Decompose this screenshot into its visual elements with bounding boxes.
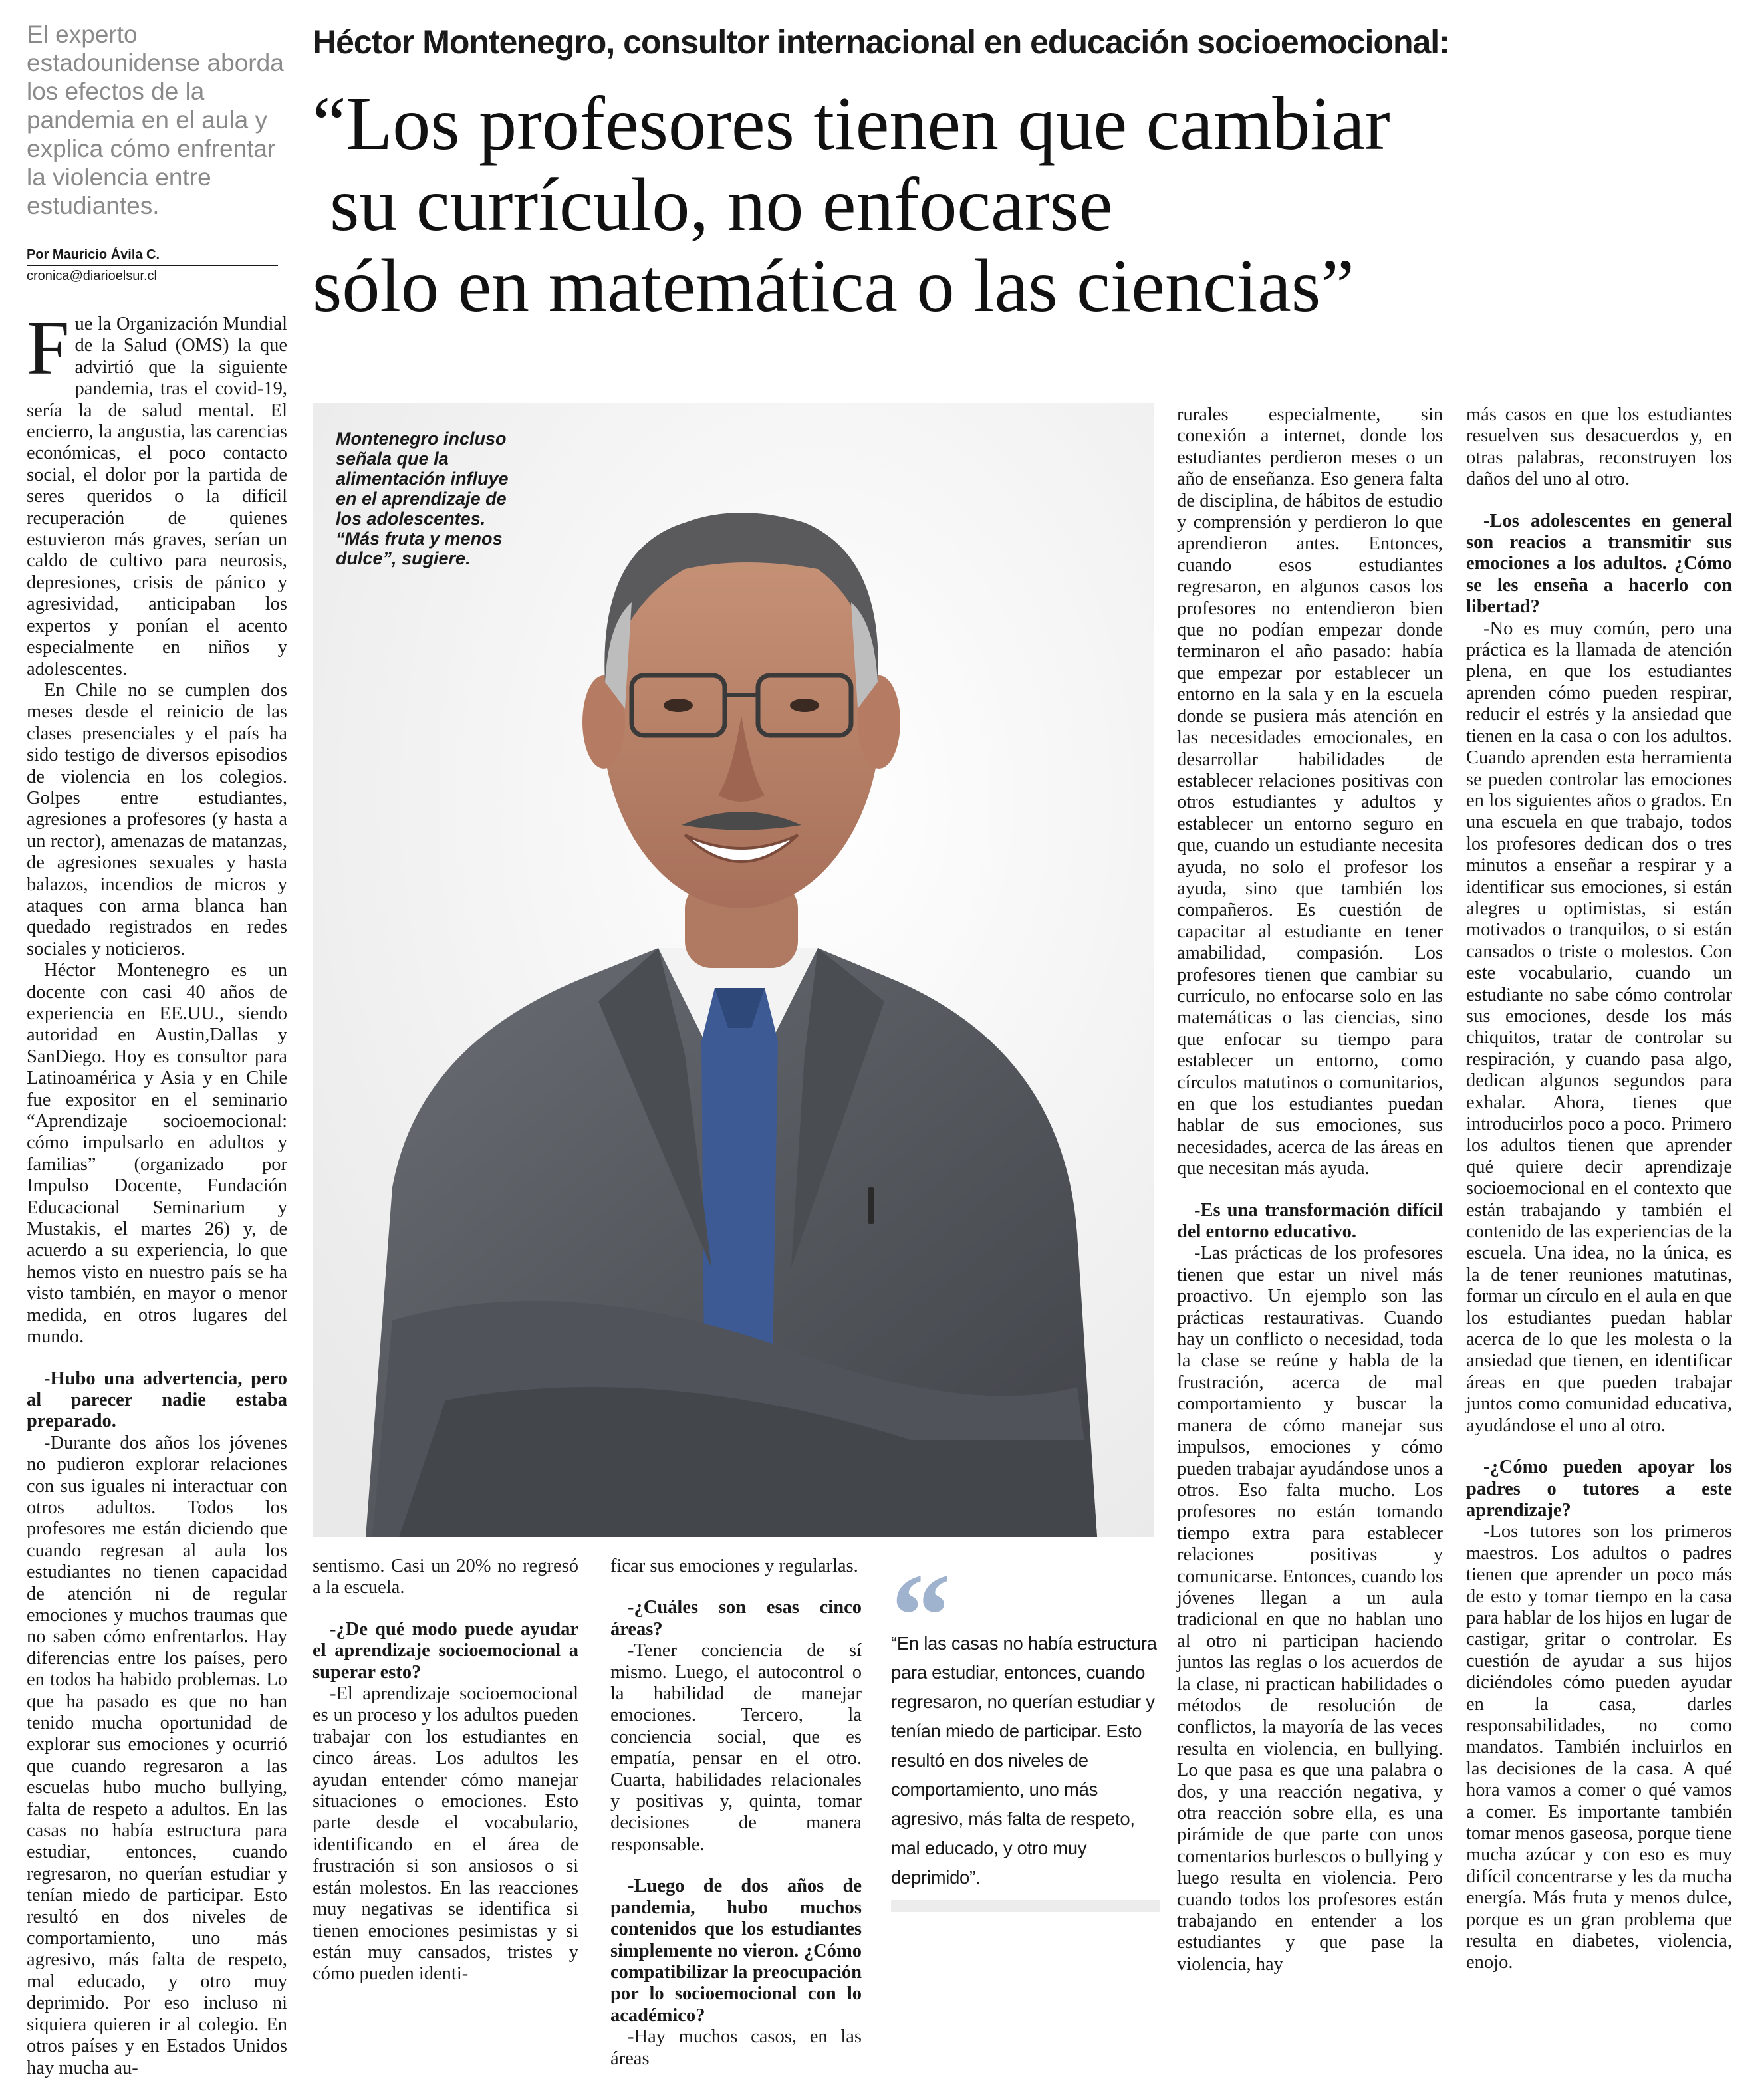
paragraph: Héctor Montenegro es un docente con casi 40 años de experiencia en EE.UU., siendo autoridad en Austin,Dallas y SanDiego. Hoy es consultor para Latinoamérica y Asia y en Chile fue expositor en el seminario “Aprendizaje socioemocional: cómo impulsarlo en adultos y familias” (organizado por Impulso Docente, Fundación Educacional Seminarium y Mustakis, el martes 26) y, de acuerdo a su experiencia, lo que hemos visto en nuestro país se ha visto también, en mayor o menor medida, en otros lugares del mundo.	[27, 960, 287, 1348]
paragraph: más casos en que los estudiantes resuelven sus desacuerdos y, en otras palabras, reconstruyen los daños del uno al otro.	[1466, 404, 1732, 490]
paragraph-text: ue la Organización Mundial de la Salud (OMS) la que advirtió que la siguiente pandemia, tras el covid-19, sería la de salud mental. El encierro, la angustia, las carencias económicas, el poco contacto social, el dolor por la partida de seres queridos o la difícil recuperación de quienes estuvieron más graves, serían un caldo de cultivo para neurosis, depresiones, crisis de pánico y agresividad, anticipaban los expertos y ponían el acento especialmente en niños y adolescentes.	[27, 314, 287, 679]
column-2	[313, 1556, 578, 1985]
paragraph: -Hay muchos casos, en las áreas	[610, 2026, 862, 2069]
intro-deck: El experto estadounidense aborda los efectos de la pandemia en el aula y explica cómo enfrentar la violencia entre estudiantes.	[27, 21, 284, 219]
paragraph: -Los tutores son los primeros maestros. Los adultos o padres tienen que aprender un poco más de esto y tomar tiempo en la casa para hablar de los hijos en lugar de castigar, gritar o controlar. Es cuestión de ayudar a sus hijos diciéndoles cómo pueden ayudar en la casa, darles responsabilidades, no como mandatos. También incluirlos en las decisiones de la casa. A qué hora vamos a comer o qué vamos a comer. Es importante también tomar menos gaseosa, porque tiene mucha azúcar y con eso es muy difícil concentrarse y les da mucha energía. Más fruta y menos dulce, porque es un gran problema que resulta en diabetes, violencia, enojo.	[1466, 1521, 1732, 1973]
interview-question: -Es una transformación difícil del entorno educativo.	[1177, 1199, 1443, 1243]
paragraph: -No es muy común, pero una práctica es la llamada de atención plena, en que los estudiantes aprenden cómo pueden respirar, reducir el estrés y la ansiedad que tienen en la casa o con los adultos. Cuando aprenden esta herramienta se pueden controlar las emociones en los siguientes años o grados. En una escuela en que trabajo, todos los profesores dedican dos o tres minutos a enseñar a respirar y a identificar sus emociones, si están alegres u optimistas, si están motivados o tranquilos, o si están cansados o triste o molestos. Con este vocabulario, cuando un estudiante no sabe cómo controlar sus emociones, desde los más chiquitos, tratar de controlar su respiración, y cuando pasa algo, dedican algunos segundos para exhalar. Ahora, tienes que introducirlos poco a poco. Primero los adultos tienen que aprender qué quiere decir aprendizaje socioemocional en el contexto que están trabajando y también el contenido de las experiencias de la escuela. Una idea, no la única, es la de tener reuniones matutinas, formar un círculo en el aula en que los estudiantes puedan hablar acerca de lo que les molesta o la ansiedad que tienen, en identificar áreas en que pueden trabajar juntos como comunidad educativa, ayudándose el uno al otro.	[1466, 618, 1732, 1436]
interview-question: -Luego de dos años de pandemia, hubo muchos contenidos que los estudiantes simplemente no vieron. ¿Cómo compatibilizar la preocupación por lo socioemocional con lo académico?	[610, 1876, 862, 2026]
drop-cap: F	[27, 306, 70, 391]
byline: Por Mauricio Ávila C.	[27, 247, 278, 266]
paragraph	[27, 306, 287, 680]
headline	[313, 83, 1749, 326]
headline-line-3: sólo en matemática o las ciencias”	[313, 243, 1354, 328]
column-3	[610, 1556, 862, 2070]
pull-quote-text: “En las casas no había estructura para estudiar, entonces, cuando regresaron, no querían estudiar y tenían miedo de participar. Esto resultó en dos niveles de comportamiento, uno más agresivo, más falta de respeto, mal educado, y otro muy deprimido”.	[891, 1633, 1157, 1888]
paragraph: ficar sus emociones y regularlas.	[610, 1556, 858, 1576]
interview-question: -Los adolescentes en general son reacios a transmitir sus emociones a los adultos. ¿Cómo se les enseña a hacerlo con libertad?	[1466, 510, 1732, 618]
pull-quote-rule	[891, 1900, 1160, 1912]
photo-caption: Montenegro incluso señala que la alimentación influye en el aprendizaje de los adolescentes. “Más fruta y menos dulce”, sugiere.	[336, 429, 509, 568]
paragraph: En Chile no se cumplen dos meses desde el reinicio de las clases presenciales y el país ha sido testigo de diversos episodios de violencia en los colegios. Golpes entre estudiantes, agresiones a profesores (y hasta a un rector), amenazas de matanzas, de agresiones sexuales y hasta balazos, incendios de micros y ataques con arma blanca han quedado registrados en redes sociales y noticieros.	[27, 679, 287, 959]
portrait-photo	[313, 403, 1154, 1537]
interview-question: -Hubo una advertencia, pero al parecer nadie estaba preparado.	[27, 1368, 287, 1432]
paragraph: -El aprendizaje socioemocional es un proceso y los adultos pueden trabajar con los estudiantes en cinco áreas. Los adultos les ayudan entender cómo manejar situaciones o emociones. Esto parte desde el vocabulario, identificando en el área de frustración si son ansiosos o si están molestos. En las reacciones muy negativas se identifica si tienen emociones pesimistas y si están muy cansados, tristes y cómo pueden identi-	[313, 1683, 578, 1985]
kicker: Héctor Montenegro, consultor internacional en educación socioemocional:	[313, 23, 1449, 61]
column-5	[1466, 404, 1732, 1974]
interview-question: -¿De qué modo puede ayudar el aprendizaje socioemocional a superar esto?	[313, 1618, 578, 1683]
headline-line-2: su currículo, no enfocarse	[330, 162, 1113, 247]
paragraph: -Tener conciencia de sí mismo. Luego, el autocontrol o la habilidad de manejar emociones. Tercero, la conciencia social, que es empatía, pensar en el otro. Cuarta, habilidades relacionales y positivas y, quinta, tomar decisiones de manera responsable.	[610, 1640, 862, 1855]
interview-question: -¿Cómo pueden apoyar los padres o tutores a este aprendizaje?	[1466, 1457, 1732, 1521]
headline-line-1: “Los profesores tienen que cambiar	[313, 81, 1390, 166]
interview-question: -¿Cuáles son esas cinco áreas?	[610, 1597, 862, 1640]
author-email: cronica@diarioelsur.cl	[27, 269, 157, 283]
paragraph: rurales especialmente, sin conexión a internet, donde los estudiantes perdieron meses o un año de enseñanza. Eso genera falta de disciplina, de hábitos de estudio y comprensión y perdieron lo que aprendieron antes. Entonces, cuando esos estudiantes regresaron, en algunos casos los profesores no entendieron bien que no podían empezar donde terminaron el año pasado: había que empezar por establecer un entorno en la sala y en la escuela donde se pusiera más atención en las necesidades emocionales, en desarrollar habilidades de establecer relaciones positivas con otros estudiantes y adultos y establecer un entorno seguro en que, cuando un estudiante necesita ayuda, no solo el profesor los ayuda, sino que también los compañeros. Es cuestión de capacitar al estudiante en tener amabilidad, compasión. Los profesores tienen que cambiar su currículo, no enfocarse solo en las matemáticas o las ciencias, sino que enfocar su tiempo para establecer un entorno, como círculos matutinos o comunitarios, en que los estudiantes puedan hablar de sus emociones, sus necesidades, acerca de las áreas en que necesitan más ayuda.	[1177, 404, 1443, 1179]
portrait-illustration	[313, 403, 1154, 1537]
paragraph: -Las prácticas de los profesores tienen que estar un nivel más proactivo. Un ejemplo son las prácticas restaurativas. Cuando hay un conflicto o necesidad, toda la clase se reúne y habla de la frustración, acerca de mal comportamiento y buscar la manera de cómo manejar sus impulsos, emociones y cómo pueden trabajar ayudándose unos a otros. Eso falta mucho. Los profesores no están tomando tiempo extra para establecer relaciones positivas y comunicarse. Entonces, cuando los jóvenes llegan a un aula tradicional en que no hablan uno al otro ni participan haciendo juntos las reglas o los acuerdos de la clase, ni practican habilidades o métodos de resolución de conflictos, la mayoría de las veces resulta en violencia, en bullying. Lo que pasa es que una palabra o dos, y una reacción negativa, y otra reacción sobre ella, es una pirámide de que parte con unos comentarios burlescos o bullying y luego resulta en violencia. Pero cuando todos los profesores están trabajando en entender a los estudiantes y que pase la violencia, hay	[1177, 1243, 1443, 1975]
column-1	[27, 306, 287, 2079]
paragraph: sentismo. Casi un 20% no regresó a la escuela.	[313, 1556, 578, 1598]
pull-quote	[891, 1549, 1160, 1912]
paragraph: -Durante dos años los jóvenes no pudieron explorar relaciones con sus iguales ni interactuar con otros adultos. Todos los profesores me están diciendo que cuando regresan al aula los estudiantes no tienen capacidad de atención ni de regular emociones y muchos traumas que no saben cómo enfrentarlos. Hay diferencias entre los países, pero en todos ha habido problemas. Lo que ha pasado es que no han tenido mucha oportunidad de explorar sus emociones y ocurrió que cuando regresaron a las escuelas hubo mucho bullying, falta de respeto a adultos. En las casas no había estructura para estudiar, entonces, cuando regresaron, no querían estudiar y tenían miedo de participar. Esto resultó en dos niveles de comportamiento, uno más agresivo, más falta de respeto, mal educado, y otro muy deprimido. Por eso incluso ni siquiera quieren ir al colegio. En otros países y en Estados Unidos hay mucha au-	[27, 1432, 287, 2078]
column-4	[1177, 404, 1443, 1975]
quote-mark-icon: “	[891, 1549, 951, 1681]
